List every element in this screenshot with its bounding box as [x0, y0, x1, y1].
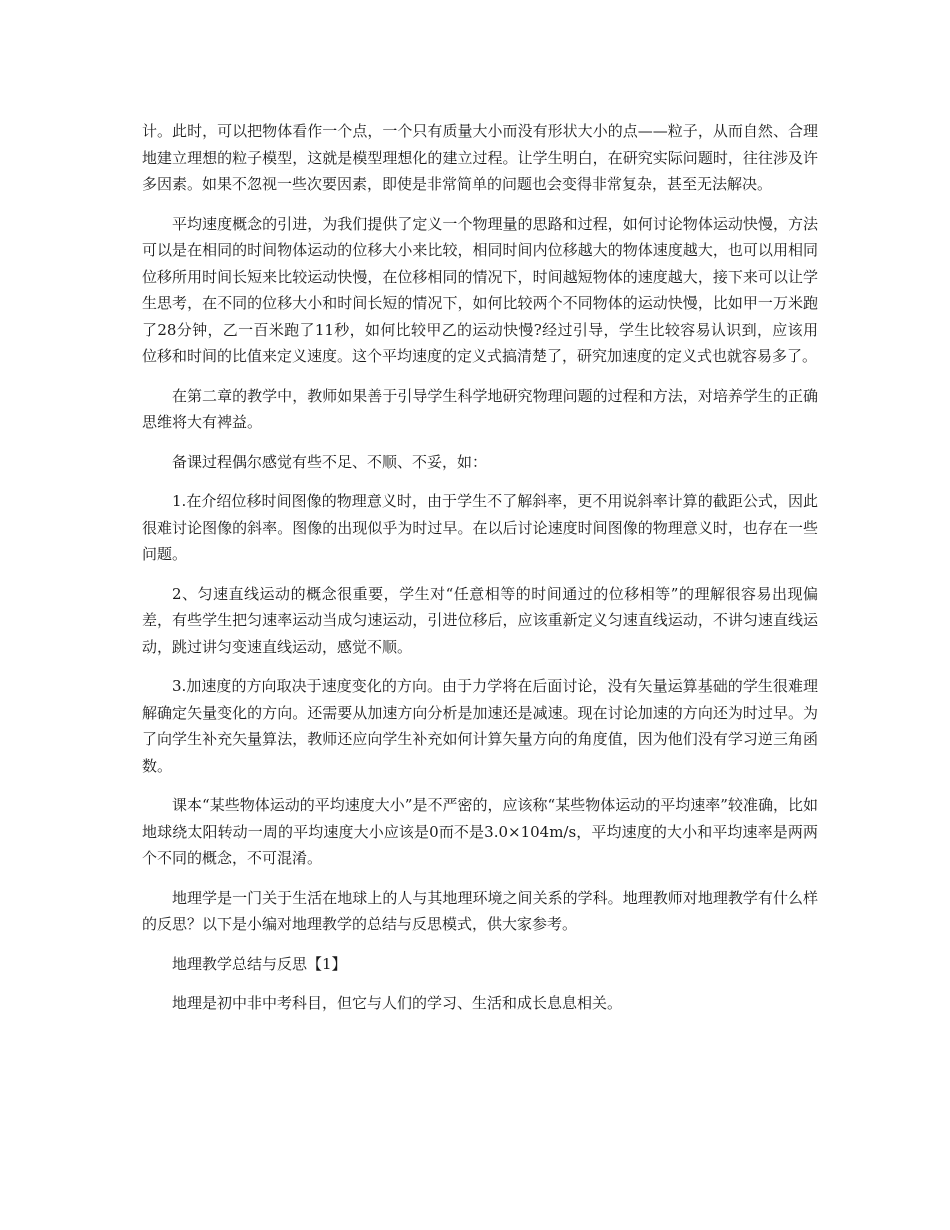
paragraph-textbook-note: 课本“某些物体运动的平均速度大小”是不严密的，应该称“某些物体运动的平均速率”较准确，比如地球绕太阳转动一周的平均速度大小应该是0而不是3.0×104m/s，平均速度的大小和平均速率是两两个不同的概念，不可混淆。 — [142, 796, 818, 867]
section-heading: 地理教学总结与反思【1】 — [172, 954, 347, 973]
paragraph-item-3: 3.加速度的方向取决于速度变化的方向。由于力学将在后面讨论，没有矢量运算基础的学生很难理解确定矢量变化的方向。还需要从加速方向分析是加速还是减速。现在讨论加速的方向还为时过早。为了向学生补充矢量算法，教师还应向学生补充如何计算矢量方向的角度值，因为他们没有学习逆三角函数。 — [142, 677, 818, 775]
paragraph-continued: 计。此时，可以把物体看作一个点，一个只有质量大小而没有形状大小的点——粒子，从而自然、合理地建立理想的粒子模型，这就是模型理想化的建立过程。让学生明白，在研究实际问题时，往往涉及许多因素。如果不忽视一些次要因素，即使是非常简单的问题也会变得非常复杂，甚至无法解决。 — [142, 122, 818, 193]
paragraph-item-1: 1.在介绍位移时间图像的物理意义时，由于学生不了解斜率，更不用说斜率计算的截距公式，因此很难讨论图像的斜率。图像的出现似乎为时过早。在以后讨论速度时间图像的物理意义时，也存在一些问题。 — [142, 492, 818, 563]
document-body — [142, 118, 818, 1030]
paragraph-geography-subject: 地理是初中非中考科目，但它与人们的学习、生活和成长息息相关。 — [172, 994, 623, 1012]
paragraph-shortcomings-intro: 备课过程偶尔感觉有些不足、不顺、不妥，如： — [172, 452, 488, 471]
paragraph-average-velocity: 平均速度概念的引进，为我们提供了定义一个物理量的思路和过程，如何讨论物体运动快慢，方法可以是在相同的时间物体运动的位移大小来比较，相同时间内位移越大的物体速度越大，也可以用相同位移所用时间长短来比较运动快慢，在位移相同的情况下，时间越短物体的速度越大，接下来可以让学生思考，在不同的位移大小和时间长短的情况下，如何比较两个不同物体的运动快慢，比如甲一万米跑了28分钟，乙一百米跑了11秒，如何比较甲乙的运动快慢?经过引导，学生比较容易认识到，应该用位移和时间的比值来定义速度。这个平均速度的定义式搞清楚了，研究加速度的定义式也就容易多了。 — [142, 214, 818, 365]
paragraph-item-2: 2、匀速直线运动的概念很重要，学生对“任意相等的时间通过的位移相等”的理解很容易出现偏差，有些学生把匀速率运动当成匀速运动，引进位移后，应该重新定义匀速直线运动，不讲匀速直线运动，跳过讲匀变速直线运动，感觉不顺。 — [142, 584, 818, 656]
paragraph-chapter-two: 在第二章的教学中，教师如果善于引导学生科学地研究物理问题的过程和方法，对培养学生的正确思维将大有裨益。 — [142, 386, 818, 431]
paragraph-geography-intro: 地理学是一门关于生活在地球上的人与其地理环境之间关系的学科。地理教师对地理教学有什么样的反思？以下是小编对地理教学的总结与反思模式，供大家参考。 — [142, 888, 818, 933]
